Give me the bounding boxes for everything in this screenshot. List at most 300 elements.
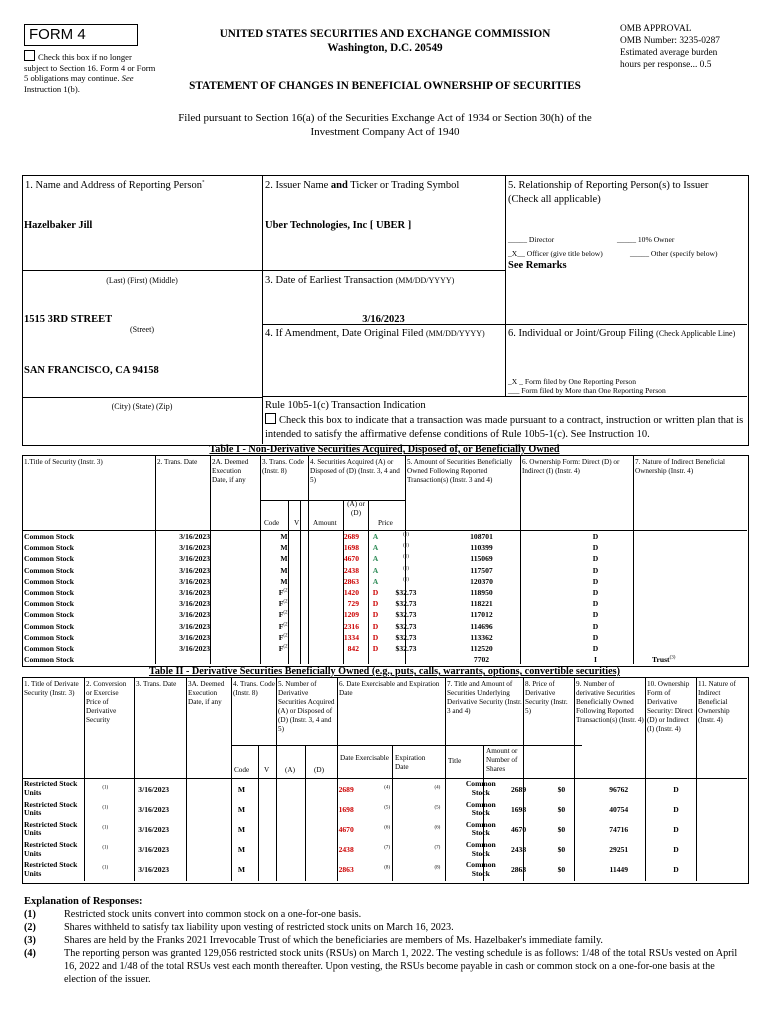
amount: 1698 [343,543,359,553]
security-title: Common Stock [24,599,74,609]
t1-h2a: 2A. Deemed Execution Date, if any [212,458,249,484]
t2-sub-exer: Date Exercisable [340,754,389,762]
trans-date: 3/16/2023 [179,643,210,653]
security-title: Common Stock [24,576,74,586]
footnote-number: (1) [24,909,36,920]
deemed-date [210,553,260,564]
acquired-disposed: D [372,588,379,598]
officer-option: _X__ Officer (give title below) [508,249,603,258]
omb-approval [620,24,760,72]
t1-sub-v: V [294,519,300,527]
security-title: Common Stock [24,621,74,631]
acquired-disposed: D [372,599,379,609]
owned-following: 7702 [473,655,490,665]
ownership-form: D [592,565,599,575]
trans-date: 3/16/2023 [179,621,210,631]
t1-h5: 5. Amount of Securities Beneficially Owned Following Reported Transaction(s) (Instr. 3 and 4) [407,458,513,484]
table2-row [24,840,746,860]
acquired-count [287,799,330,819]
derivative-price: $0 [557,824,566,834]
acquired-disposed: A [372,532,379,542]
owned-following: 96762 [609,784,629,794]
trans-code: M [237,804,246,814]
price: (1) [403,532,409,538]
derivative-title: Restricted Stock Units [24,799,78,818]
disposed-count: 2438 [338,845,354,855]
deemed-date [210,542,260,553]
footnote-text: Shares withheld to satisfy tax liability upon vesting of restricted stock units on March 16, 2023. [64,921,454,933]
conversion-price: (1) [102,785,109,791]
indirect-nature [700,799,746,819]
more-person-option: ___ Form filed by More than One Reporting Person [508,386,666,395]
indirect-nature [700,860,746,880]
disposed-count: 1698 [338,804,354,814]
security-title: Common Stock [24,643,74,653]
underlying-title: Common Stock [465,839,496,858]
one-person-option: _X _ Form filed by One Reporting Person [508,377,637,386]
see-remarks: See Remarks [508,260,567,271]
amount: 2689 [343,532,359,542]
conversion-price: (1) [102,845,109,851]
amount: 842 [347,643,359,653]
underlying-amount: 2689 [510,784,527,794]
security-title: Common Stock [24,565,74,575]
earliest-date: 3/16/2023 [362,314,405,325]
form-title: FORM 4 [29,26,86,43]
table2-row [24,819,746,839]
ownership-form: D [592,632,599,642]
indirect-nature [652,609,746,620]
acquired-disposed: A [372,543,379,553]
t2-sub-d: (D) [314,766,324,774]
trans-date: 3/16/2023 [179,610,210,620]
filed-line-2: Investment Company Act of 1940 [310,126,460,139]
omb-title: OMB APPROVAL [620,24,692,34]
ownership-form: D [592,599,599,609]
t1-h2: 2. Trans. Date [157,458,198,466]
footnote-text: Restricted stock units convert into common stock on a one-for-one basis. [64,909,362,920]
table2-row [24,779,746,799]
indirect-nature [700,840,746,860]
rule-checkbox[interactable] [265,413,276,424]
table1-row [24,632,746,643]
reporter-name: Hazelbaker Jill [24,220,93,231]
table1-row [24,587,746,598]
ownership-form: I [594,655,597,665]
deemed-date [210,632,260,643]
trans-date: 3/16/2023 [179,543,210,553]
security-title: Common Stock [24,655,74,665]
t1-h6: 6. Ownership Form: Direct (D) or Indirect (I) (Instr. 4) [522,458,620,475]
footnote-number: (3) [24,934,36,946]
rule-indication: Check this box to indicate that a transaction was made pursuant to a contract, instruction or written plan that is intended to satisfy the affirmative defense conditions of Rule 10b5-1(c). See Instruction 10. [265,415,744,440]
name-parts-label: (Last) (First) (Middle) [106,276,178,285]
indirect-nature [700,779,746,799]
v-flag [263,840,288,860]
trans-date: 3/16/2023 [138,784,170,794]
no-longer-subject-note [24,50,156,95]
security-title: Common Stock [24,588,74,598]
v-flag [308,531,320,542]
v-flag [263,799,288,819]
price [388,654,424,665]
security-title: Common Stock [24,632,74,642]
underlying-title: Common Stock [465,779,496,798]
footnote-number: (4) [24,947,36,959]
deemed-date [210,531,260,542]
omb-hours: hours per response... 0.5 [620,59,712,70]
omb-number: OMB Number: 3235-0287 [620,35,720,46]
owned-following: 117012 [470,610,493,620]
indirect-nature [700,819,746,839]
t1-h4: 4. Securities Acquired (A) or Disposed of (D) (Instr. 3, 4 and 5) [310,458,400,484]
price: $32.73 [395,588,417,598]
date-exercisable: (6) [384,825,391,831]
footnote-item [24,935,746,948]
derivative-title: Restricted Stock Units [24,839,78,858]
ownership-form: D [673,824,679,834]
deemed-date [210,643,260,654]
indirect-nature [652,531,746,542]
derivative-price: $0 [557,784,566,794]
expiration-date: (8) [434,865,441,871]
owned-following: 112520 [470,643,493,653]
acquired-count [287,779,330,799]
disposed-count: 2863 [338,865,354,875]
t1-h7: 7. Nature of Indirect Beneficial Ownership (Instr. 4) [635,458,726,475]
date-exercisable: (8) [384,865,391,871]
amount: 729 [347,599,359,609]
price: (1) [403,577,409,583]
table2-row [24,799,746,819]
t2-h6: 6. Date Exercisable and Expiration Date [339,680,440,697]
t2-h3: 3. Trans. Date [136,680,177,688]
t2-sub-code: Code [234,766,250,774]
acquired-disposed [363,654,388,665]
trans-code: $F^{(2)}$ [278,632,290,642]
instruction-ref: Instruction 1(b). [24,84,80,95]
amount: 1209 [343,610,359,620]
derivative-title: Restricted Stock Units [24,779,78,798]
table1-row [24,598,746,609]
acquired-disposed: A [372,576,379,586]
trans-code: M [280,543,288,553]
security-title: Common Stock [24,554,74,564]
ten-percent-option: _____ 10% Owner [617,235,675,244]
street-value: 1515 3RD STREET [24,314,113,325]
deemed-date [210,609,260,620]
indirect-nature [652,553,746,564]
derivative-price: $0 [557,804,566,814]
deemed-date [210,621,260,632]
table1-title: Table I - Non-Derivative Securities Acquired, Disposed of, or Beneficially Owned [209,444,560,455]
owned-following: 74716 [609,824,629,834]
v-flag [308,643,320,654]
date-exercisable: (5) [384,805,391,811]
box3-label: 3. Date of Earliest Transaction (MM/DD/YYYY) [265,275,455,286]
city-label: (City) (State) (Zip) [111,402,173,411]
expiration-date: (7) [434,845,441,851]
ownership-form: D [592,576,599,586]
deemed-date [210,654,260,665]
owned-following: 114696 [470,621,493,631]
security-title: Common Stock [24,543,74,553]
owned-following: 115069 [470,554,493,564]
other-option: _____ Other (specify below) [630,249,718,258]
expiration-date: (6) [434,825,441,831]
deemed-date [179,799,221,819]
acquired-disposed: D [372,621,379,631]
box6-label: 6. Individual or Joint/Group Filing (Check Applicable Line) [508,328,736,339]
amount: 2863 [343,576,359,586]
trans-date: 3/16/2023 [138,845,170,855]
table2-body [24,779,746,880]
ownership-form: D [673,804,679,814]
v-flag [308,632,320,643]
underlying-title: Common Stock [465,799,496,818]
date-exercisable: (7) [384,845,391,851]
director-option: _____ Director [508,235,555,244]
disposed-count: 4670 [338,824,354,834]
t2-h9: 9. Number of derivative Securities Beneficially Owned Following Reported Transaction(s) (Instr. 4) [576,680,644,724]
v-flag [308,598,320,609]
indirect-nature [652,621,746,632]
box2-label: 2. Issuer Name and Ticker or Trading Symbol [265,180,460,191]
trans-date: 3/16/2023 [138,804,170,814]
derivative-price: $0 [557,865,566,875]
amount: 2316 [343,621,359,631]
owned-following: 29251 [609,845,629,855]
t2-sub-v: V [264,766,270,774]
owned-following: 110399 [470,543,493,553]
disposed-count: 2689 [338,784,354,794]
trans-code: $F^{(2)}$ [278,621,290,631]
trans-code: M [280,576,288,586]
t2-sub-exp: Expiration Date [395,754,426,771]
t1-sub-aord: (A) or (D) [347,500,365,517]
footnote-item [24,922,746,935]
ownership-form: D [673,865,679,875]
trans-date: 3/16/2023 [179,588,210,598]
trans-code: M [237,845,246,855]
v-flag [308,621,320,632]
t2-h3a: 3A. Deemed Execution Date, if any [188,680,225,706]
security-title: Common Stock [24,532,74,542]
t1-sub-price: Price [378,519,393,527]
conversion-price: (1) [102,805,109,811]
footnote-number: (2) [24,921,36,933]
acquired-count [287,840,330,860]
ownership-form: D [673,784,679,794]
trans-code [260,654,308,665]
derivative-price: $0 [557,845,566,855]
trans-code: M [280,554,288,564]
trans-code: M [237,824,246,834]
t1-sub-amount: Amount [313,519,337,527]
price: $32.73 [395,632,417,642]
footnote-text: Shares are held by the Franks 2021 Irrevocable Trust of which the beneficiaries are members of Ms. Hazelbaker's immediate family. [64,934,603,946]
ownership-form: D [592,621,599,631]
t2-h11: 11. Nature of Indirect Beneficial Ownership (Instr. 4) [698,680,736,724]
table1-row [24,654,746,665]
footnote-text: The reporting person was granted 129,056 restricted stock units (RSUs) on March 1, 2022. The vesting schedule is as follows: 1/48 of the total RSUs vested on April 16, 2022 and 1/48 of the total RSUs vest each month thereafter. Upon vesting, the RSUs become payable in cash or common stock on a one-for-one basis at the election of the issuer. [64,947,738,985]
issuer-value: Uber Technologies, Inc [ UBER ] [265,220,412,231]
table1-row [24,576,746,587]
t2-h5: 5. Number of Derivative Securities Acquired (A) or Disposed of (D) (Instr. 3, 4 and 5) [278,680,335,733]
acquired-disposed: D [372,610,379,620]
deemed-date [210,565,260,576]
no-longer-subject-text: Check this box if no longer subject to Section 16. Form 4 or Form 5 obligations may continue. [24,52,156,84]
table2-title: Table II - Derivative Securities Beneficially Owned (e.g., puts, calls, warrants, options, convertible securities) [148,666,621,677]
table2-row [24,860,746,880]
indirect-nature [652,587,746,598]
table1-row [24,553,746,564]
owned-following: 118950 [470,588,493,598]
owned-following: 11449 [609,865,629,875]
table1-row [24,565,746,576]
t2-sub-a: (A) [285,766,295,774]
indirect-nature: Trust$^{(3)}$ [652,655,676,665]
indirect-nature [652,542,746,553]
ownership-form: D [592,543,599,553]
security-title: Common Stock [24,610,74,620]
table1-row [24,621,746,632]
acquired-count [287,860,330,880]
acquired-disposed: A [372,554,379,564]
ownership-form: D [592,554,599,564]
owned-following: 117507 [470,565,493,575]
acquired-disposed: D [372,643,379,653]
filed-pursuant [120,111,650,140]
deemed-date [210,587,260,598]
owned-following: 40754 [609,804,629,814]
deemed-date [210,576,260,587]
agency-location: Washington, D.C. 20549 [327,42,443,54]
v-flag [308,609,320,620]
acquired-disposed: D [372,632,379,642]
t2-h2: 2. Conversion or Exercise Price of Derivative Security [86,680,127,724]
v-flag [308,654,320,665]
no-longer-subject-checkbox[interactable] [24,50,35,61]
t2-h7: 7. Title and Amount of Securities Underlying Derivative Security (Instr. 3 and 4) [447,680,522,715]
trans-code: M [237,865,246,875]
ownership-form: D [673,845,679,855]
trans-code: $F^{(2)}$ [278,643,290,653]
trans-code: $F^{(2)}$ [278,610,290,620]
amount: 1420 [343,588,359,598]
trans-date: 3/16/2023 [138,865,170,875]
price: $32.73 [395,610,417,620]
box5-label: 5. Relationship of Reporting Person(s) to Issuer (Check all applicable) [508,180,709,205]
t1-h1: 1.Title of Security (Instr. 3) [24,458,103,466]
owned-following: 118221 [470,599,493,609]
deemed-date [179,819,221,839]
table1-row [24,609,746,620]
rule-label: Rule 10b5-1(c) Transaction Indication [265,400,426,411]
statement-title: STATEMENT OF CHANGES IN BENEFICIAL OWNERSHIP OF SECURITIES [189,80,581,92]
trans-date: 3/16/2023 [179,532,210,542]
acquired-disposed: A [372,565,379,575]
t1-sub-code: Code [264,519,280,527]
amount [320,654,363,665]
price: (1) [403,566,409,572]
footnote-item [24,909,746,922]
v-flag [308,542,320,553]
ownership-form: D [592,532,599,542]
underlying-title: Common Stock [465,819,496,838]
owned-following: 108701 [470,532,493,542]
table1-row [24,643,746,654]
owned-following: 120370 [470,576,493,586]
city-value: SAN FRANCISCO, CA 94158 [24,365,159,376]
trans-date: 3/16/2023 [138,824,170,834]
street-label: (Street) [130,325,154,334]
agency-name: UNITED STATES SECURITIES AND EXCHANGE COMMISSION [219,28,551,40]
t2-h1: 1. Title of Derivate Security (Instr. 3) [24,680,79,697]
v-flag [308,576,320,587]
price: $32.73 [395,643,417,653]
amount: 1334 [343,632,359,642]
underlying-amount: 2863 [510,865,527,875]
trans-date: 3/16/2023 [179,632,210,642]
v-flag [263,819,288,839]
deemed-date [179,840,221,860]
t1-h3: 3. Trans. Code (Instr. 8) [262,458,304,475]
trans-code: $F^{(2)}$ [278,599,290,609]
conversion-price: (1) [102,865,109,871]
explanation-list [24,909,746,987]
v-flag [308,587,320,598]
explanation-title: Explanation of Responses: [24,896,143,907]
table1-row [24,531,746,542]
indirect-nature [652,565,746,576]
acquired-count [287,819,330,839]
box1-label: 1. Name and Address of Reporting Person* [25,180,205,191]
underlying-amount: 1698 [510,804,527,814]
amount: 4670 [343,554,359,564]
filed-line-1: Filed pursuant to Section 16(a) of the Securities Exchange Act of 1934 or Section 30(h) of the [178,112,592,124]
omb-burden: Estimated average burden [620,47,718,58]
deemed-date [210,598,260,609]
price: (1) [403,554,409,560]
date-exercisable: (4) [384,785,391,791]
ownership-form: D [592,643,599,653]
deemed-date [179,779,221,799]
see-label: See [121,73,134,84]
t2-h8: 8. Price of Derivative Security (Instr. 5) [525,680,568,715]
t2-sub-title: Title [448,757,462,765]
v-flag [308,565,320,576]
footnote-item [24,948,746,987]
price: (1) [403,543,409,549]
derivative-title: Restricted Stock Units [24,860,78,878]
t2-h4: 4. Trans. Code (Instr. 8) [233,680,275,697]
deemed-date [179,860,221,880]
underlying-amount: 4670 [510,824,527,834]
price: $32.73 [395,599,417,609]
trans-date: 3/16/2023 [179,576,210,586]
trans-date: 3/16/2023 [179,599,210,609]
trans-code: $F^{(2)}$ [278,588,290,598]
trans-code: M [237,784,246,794]
price: $32.73 [395,621,417,631]
t2-h10: 10. Ownership Form of Derivative Security: Direct (D) or Indirect (I) (Instr. 4) [647,680,693,733]
v-flag [263,860,288,880]
form-title-box [24,24,138,46]
trans-date: 3/16/2023 [179,565,210,575]
ownership-form: D [592,610,599,620]
trans-code: M [280,565,288,575]
